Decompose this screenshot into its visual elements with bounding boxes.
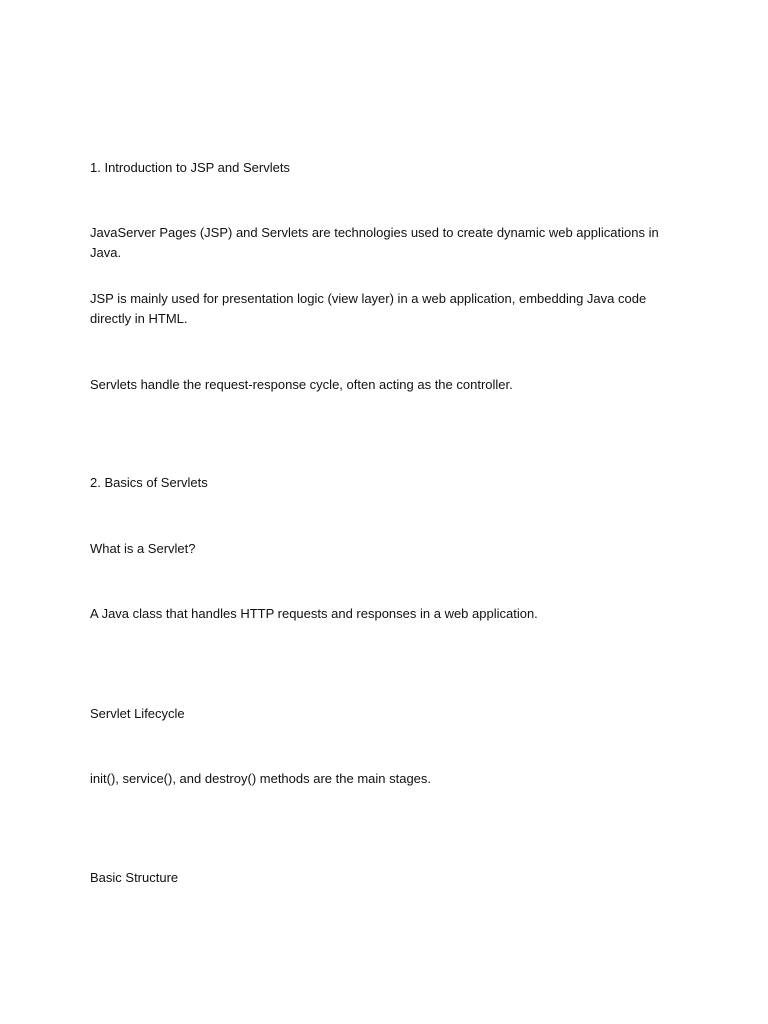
paragraph-servlets-controller: Servlets handle the request-response cycle, often acting as the controller. bbox=[90, 377, 513, 392]
paragraph-jsp-servlets-definition: JavaServer Pages (JSP) and Servlets are technologies used to create dynamic web applications in Java. bbox=[90, 225, 659, 260]
section-heading-introduction: 1. Introduction to JSP and Servlets bbox=[90, 160, 290, 175]
section-heading-basics: 2. Basics of Servlets bbox=[90, 475, 208, 490]
paragraph-servlet-definition: A Java class that handles HTTP requests and responses in a web application. bbox=[90, 606, 538, 621]
subheading-basic-structure: Basic Structure bbox=[90, 870, 179, 885]
subheading-what-is-servlet: What is a Servlet? bbox=[90, 541, 196, 556]
paragraph-jsp-presentation: JSP is mainly used for presentation logic (view layer) in a web application, embedding Java code directly in HTML. bbox=[90, 291, 647, 326]
paragraph-lifecycle-methods: init(), service(), and destroy() methods are the main stages. bbox=[90, 771, 432, 786]
subheading-servlet-lifecycle: Servlet Lifecycle bbox=[90, 706, 185, 721]
